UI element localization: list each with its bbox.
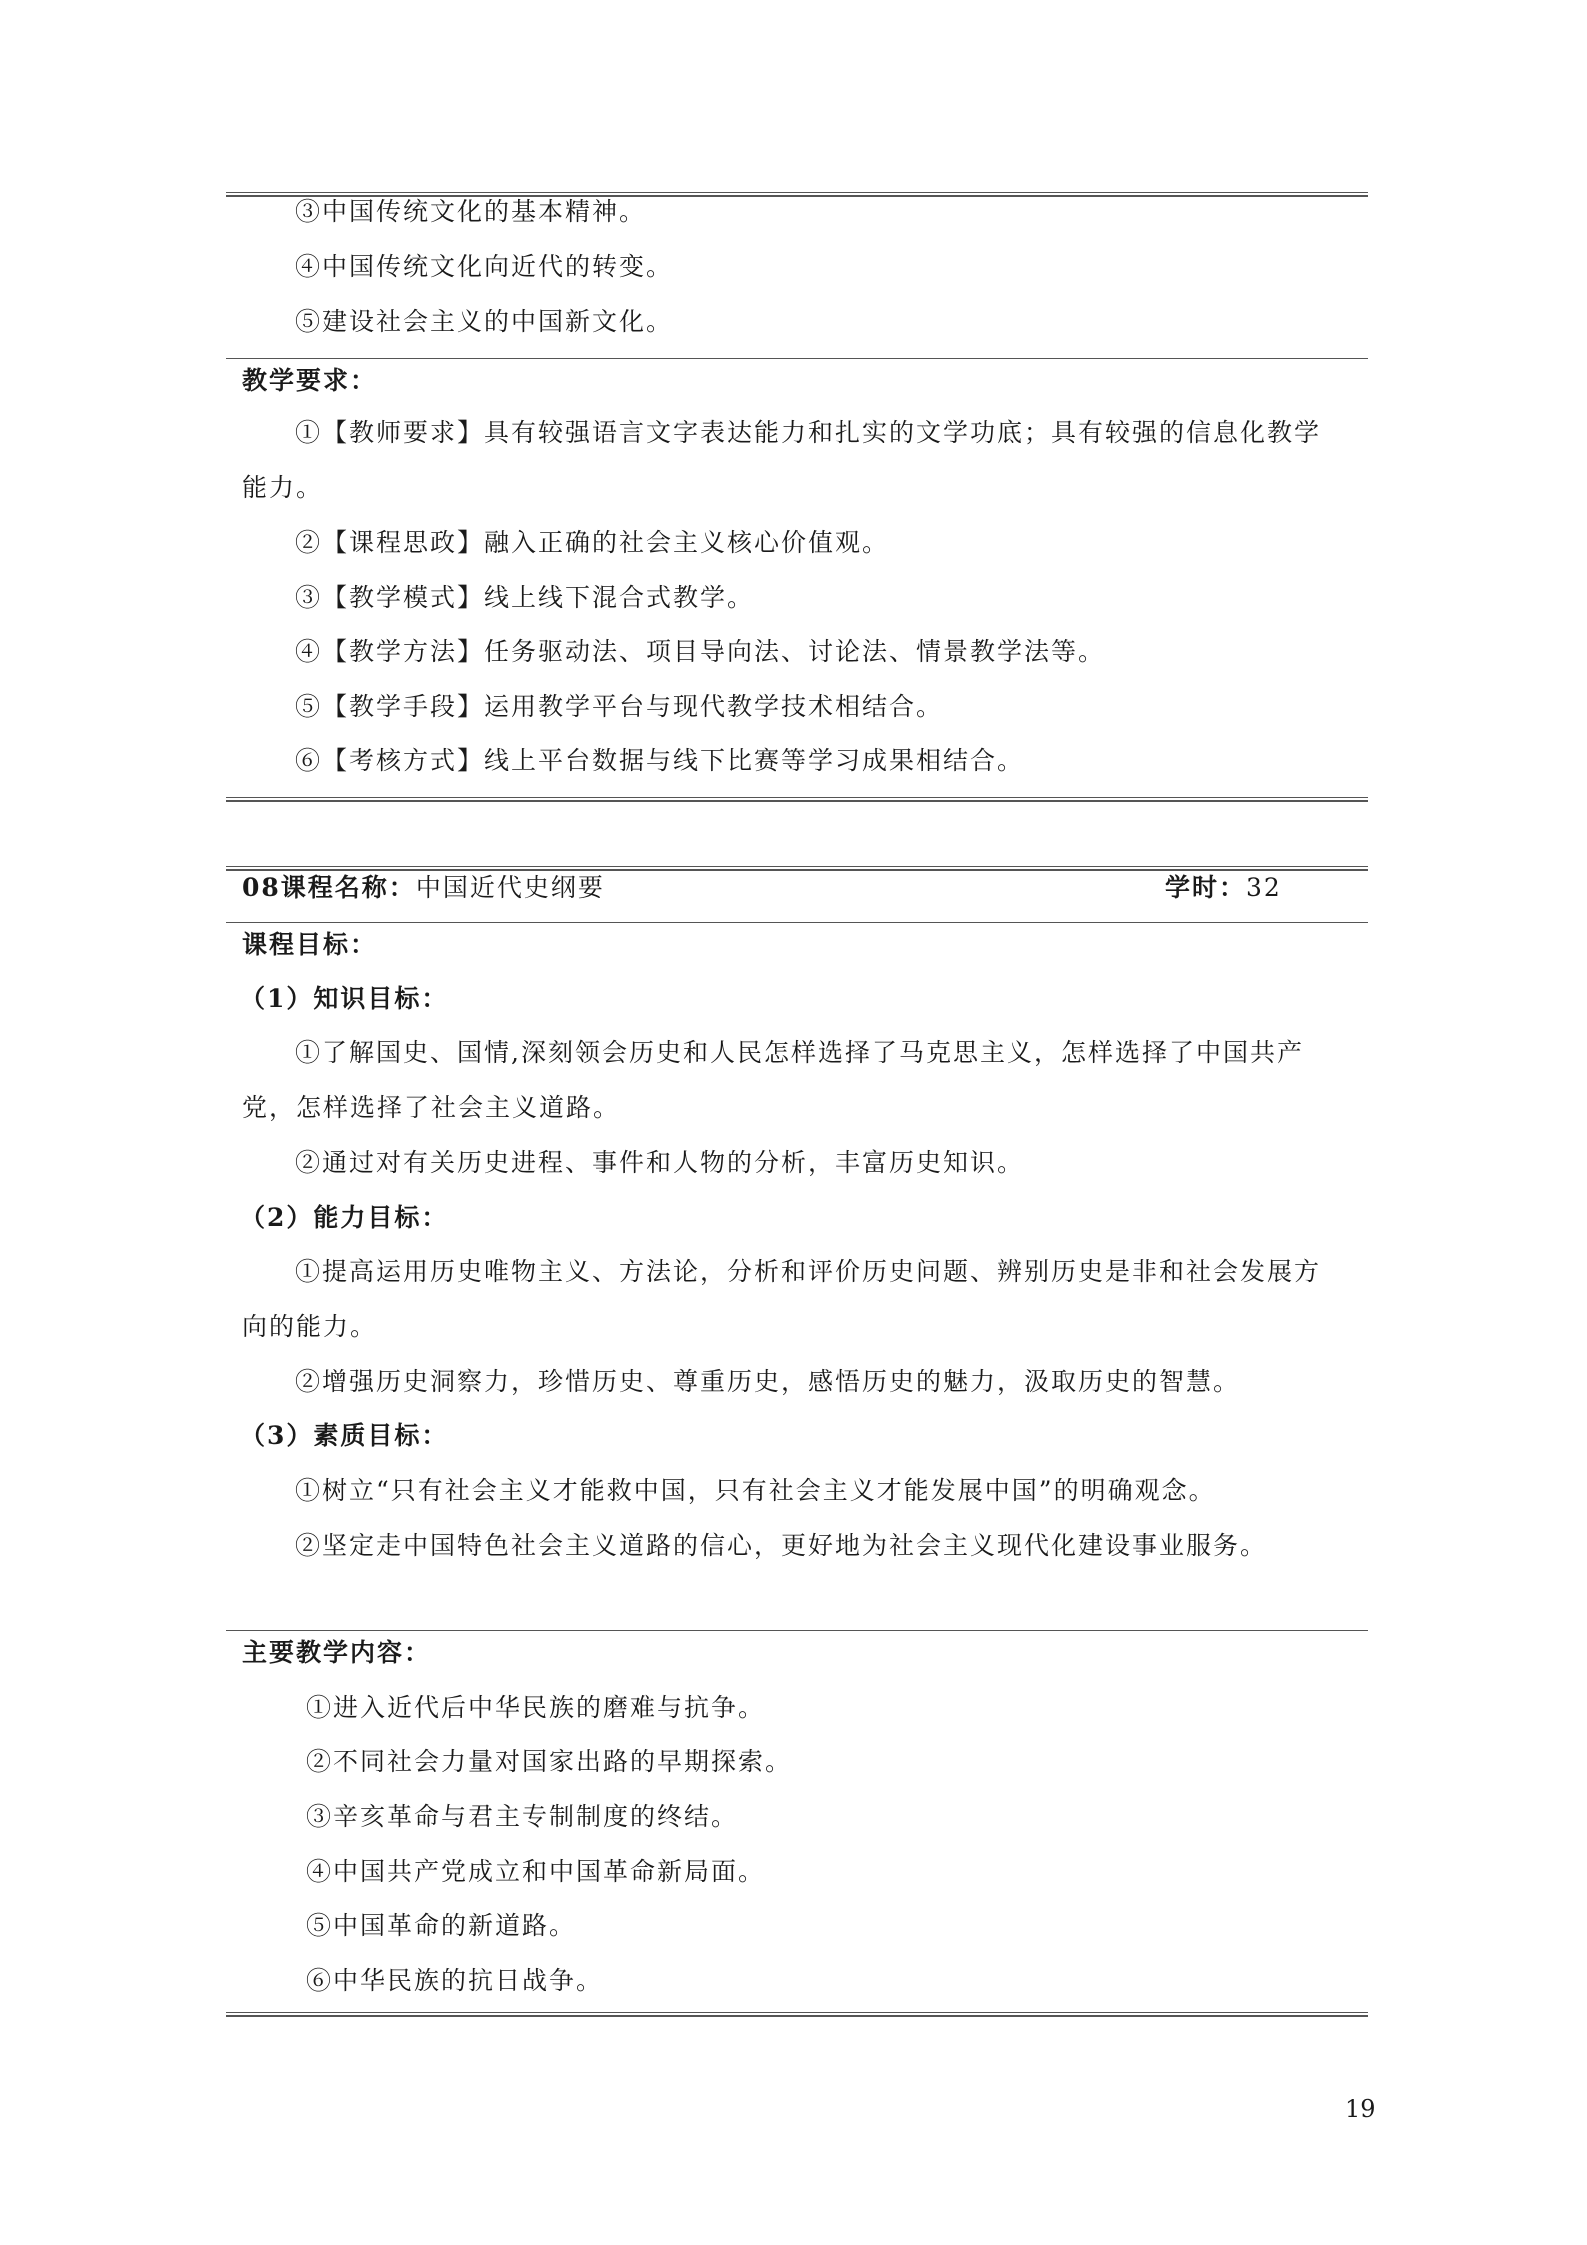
main-content-item: ②不同社会力量对国家出路的早期探索。 [306, 1747, 793, 1776]
requirement-item: ⑤【教学手段】运用教学平台与现代教学技术相结合。 [295, 692, 944, 721]
course-name: 中国近代史纲要 [415, 873, 605, 902]
objective-item-continuation: 党，怎样选择了社会主义道路。 [242, 1093, 621, 1122]
bottom-divider [226, 2012, 1368, 2017]
section-end-divider [226, 797, 1368, 802]
objective-item: ①提高运用历史唯物主义、方法论，分析和评价历史问题、辨别历史是非和社会发展方 [295, 1257, 1322, 1286]
requirement-item: ①【教师要求】具有较强语言文字表达能力和扎实的文学功底；具有较强的信息化教学 [295, 418, 1322, 447]
hours-label: 学时： [1165, 873, 1247, 902]
course-title-row [242, 873, 605, 903]
course-name-label: 课程名称： [280, 873, 416, 902]
objective-item: ①树立“只有社会主义才能救中国，只有社会主义才能发展中国”的明确观念。 [295, 1476, 1216, 1505]
main-content-item: ⑥中华民族的抗日战争。 [306, 1966, 604, 1995]
course-hours [1165, 873, 1282, 903]
quality-objective-heading: （3）素质目标： [240, 1421, 449, 1450]
main-content-item: ④中国共产党成立和中国革命新局面。 [306, 1857, 766, 1886]
objective-item: ①了解国史、国情,深刻领会历史和人民怎样选择了马克思主义，怎样选择了中国共产 [295, 1038, 1304, 1067]
requirement-item: ④【教学方法】任务驱动法、项目导向法、讨论法、情景教学法等。 [295, 637, 1106, 666]
objective-item: ②坚定走中国特色社会主义道路的信心，更好地为社会主义现代化建设事业服务。 [295, 1531, 1268, 1560]
main-content-item: ①进入近代后中华民族的磨难与抗争。 [306, 1693, 766, 1722]
requirement-item: ⑥【考核方式】线上平台数据与线下比赛等学习成果相结合。 [295, 746, 1025, 775]
requirement-item: ②【课程思政】融入正确的社会主义核心价值观。 [295, 528, 890, 557]
requirement-item: ③【教学模式】线上线下混合式教学。 [295, 583, 755, 612]
objective-item-continuation: 向的能力。 [242, 1312, 378, 1341]
objective-item: ②通过对有关历史进程、事件和人物的分析，丰富历史知识。 [295, 1148, 1025, 1177]
requirement-item-continuation: 能力。 [242, 473, 324, 502]
course-title-divider [226, 922, 1368, 923]
page-number: 19 [1345, 2095, 1376, 2123]
main-content-divider [226, 1630, 1368, 1631]
content-item: ④中国传统文化向近代的转变。 [295, 252, 674, 281]
course-header-divider [226, 866, 1368, 871]
section-divider [226, 358, 1368, 359]
content-item: ⑤建设社会主义的中国新文化。 [295, 307, 674, 336]
knowledge-objective-heading: （1）知识目标： [240, 984, 449, 1013]
main-content-heading: 主要教学内容： [242, 1638, 432, 1667]
hours-value: 32 [1246, 873, 1282, 902]
course-number: 08 [242, 873, 281, 902]
teaching-requirements-heading: 教学要求： [242, 366, 378, 395]
objective-item: ②增强历史洞察力，珍惜历史、尊重历史，感悟历史的魅力，汲取历史的智慧。 [295, 1367, 1241, 1396]
main-content-item: ③辛亥革命与君主专制制度的终结。 [306, 1802, 739, 1831]
content-item: ③中国传统文化的基本精神。 [295, 197, 647, 226]
ability-objective-heading: （2）能力目标： [240, 1203, 449, 1232]
main-content-item: ⑤中国革命的新道路。 [306, 1911, 577, 1940]
objectives-heading: 课程目标： [242, 930, 378, 959]
